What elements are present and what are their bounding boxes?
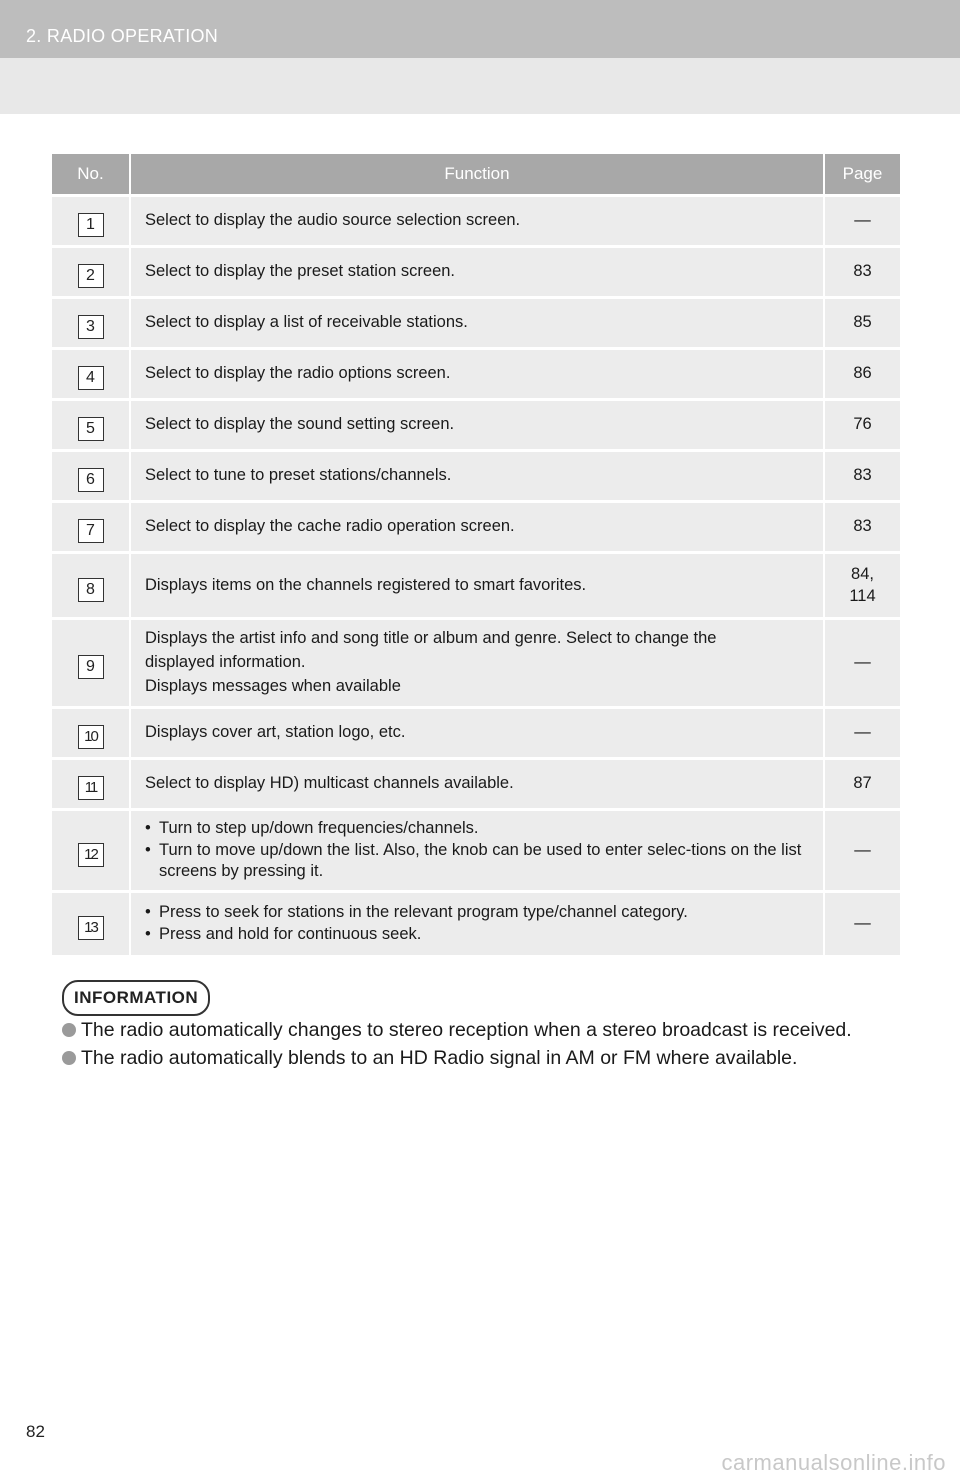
table-row <box>52 451 900 502</box>
row-number-badge: 2 <box>78 264 104 288</box>
function-text: Select to display the audio source selection screen. <box>145 211 521 230</box>
function-bullet-text: Turn to move up/down the list. Also, the knob can be used to enter selec-tions on the list screens by pressing it. <box>159 840 802 881</box>
header-subband <box>0 58 960 114</box>
row-number-badge: 1 <box>78 213 104 237</box>
function-text: Select to display HD) multicast channels available. <box>145 774 514 793</box>
information-item: The radio automatically blends to an HD Radio signal in AM or FM where available. <box>62 1044 922 1072</box>
row-number-cell <box>52 810 130 892</box>
page-reference: 86 <box>853 364 872 383</box>
function-cell <box>130 298 824 349</box>
function-text: Select to display a list of receivable stations. <box>145 313 468 332</box>
row-number-cell <box>52 619 130 708</box>
row-number-cell <box>52 298 130 349</box>
function-bullet <box>145 818 811 839</box>
page-reference: 83 <box>853 262 872 281</box>
row-number-badge: 4 <box>78 366 104 390</box>
table-row <box>52 708 900 759</box>
row-number-cell <box>52 247 130 298</box>
row-number-badge: 10 <box>78 725 104 749</box>
function-text: Displays the artist info and song title or album and genre. Select to change the <box>145 629 717 648</box>
page-reference: 87 <box>853 774 872 793</box>
table-row <box>52 247 900 298</box>
function-cell <box>130 708 824 759</box>
page-cell <box>824 759 900 810</box>
function-text: Select to display the cache radio operation screen. <box>145 517 515 536</box>
row-number-badge: 8 <box>78 578 104 602</box>
page-reference: 83 <box>853 466 872 485</box>
function-bullet <box>145 840 811 883</box>
page-cell <box>824 708 900 759</box>
table-row <box>52 400 900 451</box>
information-list <box>62 1016 922 1072</box>
page-reference: — <box>854 723 871 742</box>
page-cell <box>824 553 900 619</box>
bullet-dot-icon: • <box>145 840 151 859</box>
function-text: Select to display the preset station screen. <box>145 262 456 281</box>
table-header-row <box>52 154 900 196</box>
function-table <box>52 154 900 955</box>
row-number-badge: 12 <box>78 843 104 867</box>
row-number-badge: 13 <box>78 916 104 940</box>
page-reference: — <box>854 211 871 230</box>
information-label: INFORMATION <box>62 980 210 1016</box>
function-text: displayed information. <box>145 653 306 672</box>
function-cell <box>130 400 824 451</box>
table-row <box>52 196 900 247</box>
page-cell <box>824 892 900 955</box>
column-header-page: Page <box>824 154 900 196</box>
bullet-circle-icon <box>62 1023 76 1037</box>
row-number-cell <box>52 708 130 759</box>
function-cell <box>130 553 824 619</box>
function-cell <box>130 892 824 955</box>
table-body <box>52 196 900 955</box>
row-number-cell <box>52 400 130 451</box>
table-row <box>52 502 900 553</box>
table-row <box>52 619 900 708</box>
table-row <box>52 810 900 892</box>
page-reference: — <box>854 653 871 672</box>
function-bullet-text: Press and hold for continuous seek. <box>159 924 422 943</box>
column-header-function: Function <box>130 154 824 196</box>
function-cell <box>130 619 824 708</box>
table-row <box>52 892 900 955</box>
page-cell <box>824 247 900 298</box>
row-number-badge: 11 <box>78 776 104 800</box>
row-number-badge: 7 <box>78 519 104 543</box>
function-bullet-text: Press to seek for stations in the relevant program type/channel category. <box>159 903 688 922</box>
function-text: Displays cover art, station logo, etc. <box>145 723 406 742</box>
row-number-cell <box>52 502 130 553</box>
row-number-badge: 9 <box>78 655 104 679</box>
function-bullet <box>145 924 811 945</box>
function-cell <box>130 196 824 247</box>
table-row <box>52 759 900 810</box>
row-number-cell <box>52 349 130 400</box>
row-number-cell <box>52 451 130 502</box>
column-header-no: No. <box>52 154 130 196</box>
table-row <box>52 349 900 400</box>
page-reference: 114 <box>849 586 876 605</box>
information-item: The radio automatically changes to stereo reception when a stereo broadcast is received. <box>62 1016 922 1044</box>
page-cell <box>824 298 900 349</box>
page-cell <box>824 502 900 553</box>
bullet-dot-icon: • <box>145 924 151 943</box>
page-cell <box>824 810 900 892</box>
function-bullet-text: Turn to step up/down frequencies/channels. <box>159 819 479 838</box>
page-reference: — <box>854 840 871 859</box>
bullet-circle-icon <box>62 1051 76 1065</box>
function-cell <box>130 810 824 892</box>
function-cell <box>130 349 824 400</box>
page-reference: 85 <box>853 313 872 332</box>
page-cell <box>824 619 900 708</box>
function-cell <box>130 247 824 298</box>
page-cell <box>824 196 900 247</box>
function-cell <box>130 451 824 502</box>
page-cell <box>824 400 900 451</box>
page-reference: — <box>854 914 871 933</box>
page-cell <box>824 451 900 502</box>
function-cell <box>130 502 824 553</box>
row-number-badge: 6 <box>78 468 104 492</box>
row-number-cell <box>52 553 130 619</box>
row-number-cell <box>52 759 130 810</box>
header-bar <box>0 0 960 58</box>
function-text: Displays messages when available <box>145 676 401 695</box>
table-row <box>52 553 900 619</box>
function-text: Select to display the radio options screen. <box>145 364 451 383</box>
function-text: Select to display the sound setting screen. <box>145 415 455 434</box>
row-number-cell <box>52 892 130 955</box>
page-number: 82 <box>26 1422 45 1441</box>
row-number-badge: 3 <box>78 315 104 339</box>
page-reference: 83 <box>853 517 872 536</box>
table-row <box>52 298 900 349</box>
function-cell <box>130 759 824 810</box>
function-text: Select to tune to preset stations/channels. <box>145 466 452 485</box>
watermark: carmanualsonline.info <box>721 1450 946 1475</box>
bullet-dot-icon: • <box>145 903 151 922</box>
function-bullet <box>145 902 811 923</box>
section-title: 2. RADIO OPERATION <box>26 26 219 46</box>
row-number-badge: 5 <box>78 417 104 441</box>
page-cell <box>824 349 900 400</box>
function-text: Displays items on the channels registered to smart favorites. <box>145 575 587 594</box>
page-reference: 84, <box>851 565 874 584</box>
page-reference: 76 <box>853 415 872 434</box>
bullet-dot-icon: • <box>145 819 151 838</box>
row-number-cell <box>52 196 130 247</box>
